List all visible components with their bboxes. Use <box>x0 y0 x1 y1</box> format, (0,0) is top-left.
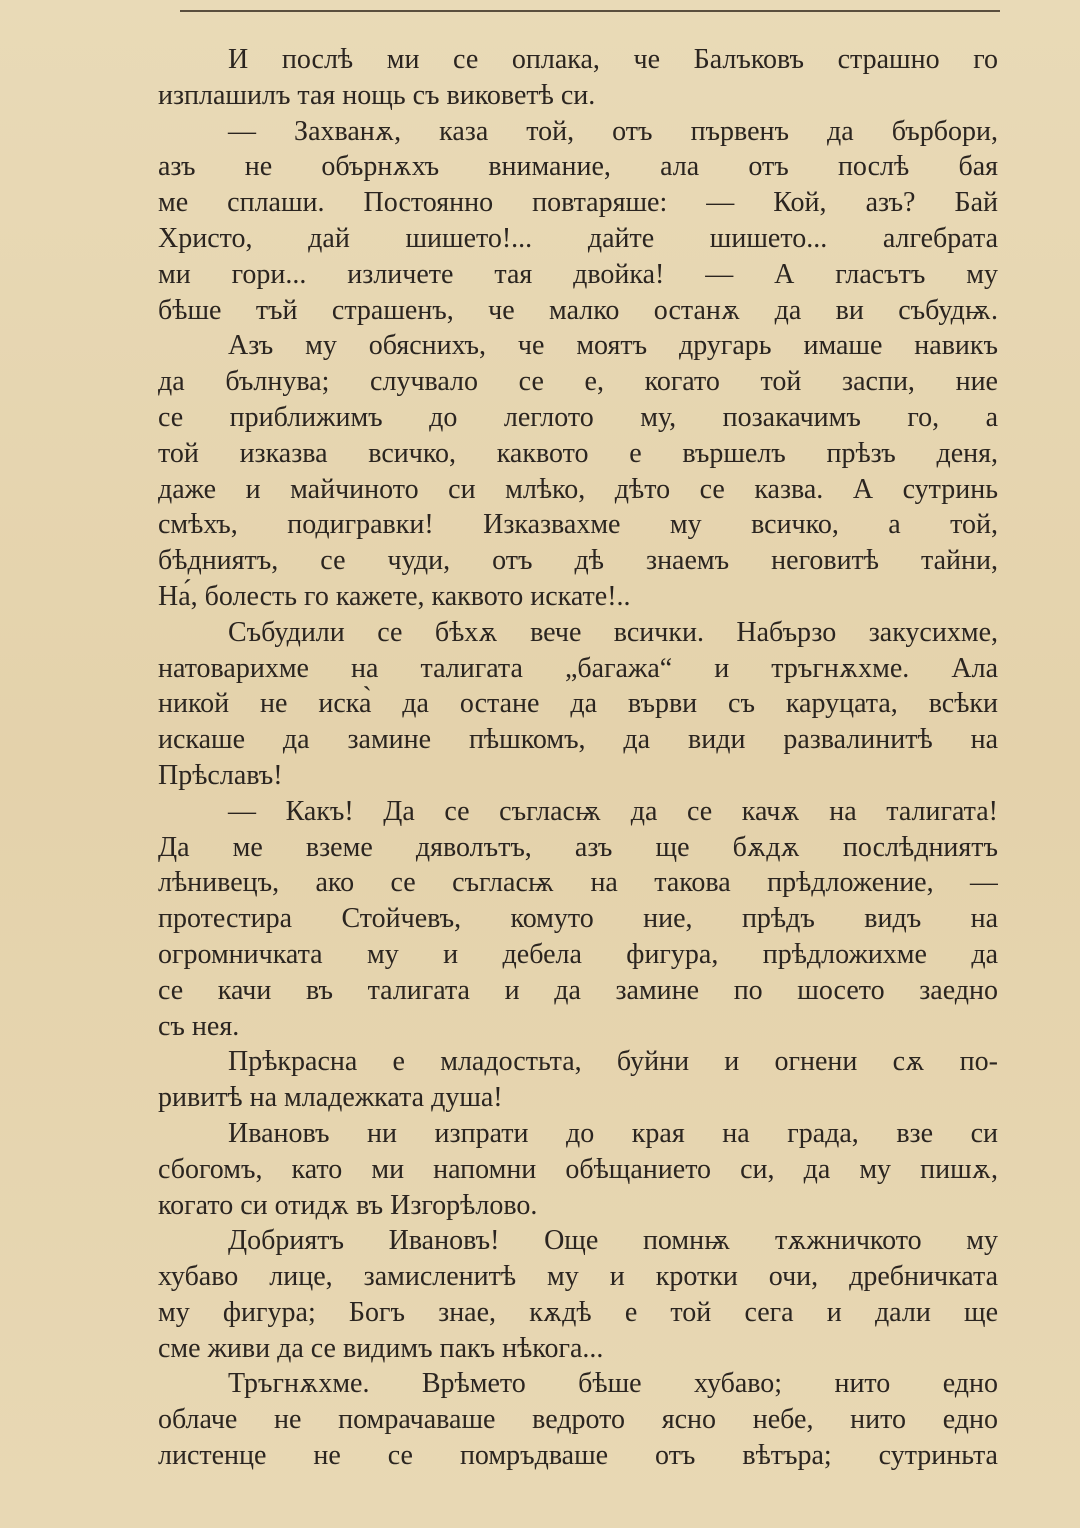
header-rule <box>180 10 1000 12</box>
text-line: Да ме вземе дяволътъ, азъ ще бѫдѫ послѣдниятъ <box>158 831 998 863</box>
text-line: да бълнува; случвало се е, когато той заспи, ние <box>158 366 998 398</box>
text-line: Тръгнѫхме. Врѣмето бѣше хубаво; нито едно <box>228 1368 998 1400</box>
text-line: огромничката му и дебела фигура, прѣдложихме да <box>158 938 998 970</box>
text-line: сме живи да се видимъ пакъ нѣкога... <box>158 1332 604 1364</box>
text-line: той изказва всичко, каквото е вършелъ прѣзъ деня, <box>158 437 998 469</box>
text-line: му фигура; Богъ знае, кѫдѣ е той сега и дали ще <box>158 1296 998 1328</box>
text-line: Прѣславъ! <box>158 759 283 791</box>
text-line: искаше да замине пѣшкомъ, да види развалинитѣ на <box>158 724 998 756</box>
text-line: ривитѣ на младежката душа! <box>158 1082 503 1114</box>
text-line: — Захванѫ, каза той, отъ първенъ да бърбори, <box>228 115 998 147</box>
text-line: ми гори... изличете тая двойка! — А гласътъ му <box>158 258 998 290</box>
text-line: никой не иска̀ да остане да върви съ каруцата, всѣки <box>158 688 998 720</box>
text-line: Събудили се бѣхѫ вече всички. Набързо закусихме, <box>228 616 998 648</box>
text-line: Азъ му обяснихъ, че моятъ другарь имаше навикъ <box>228 330 998 362</box>
text-line: На́, болесть го кажете, каквото искате!.. <box>158 580 631 612</box>
text-line: ме сплаши. Постоянно повтаряше: — Кой, азъ? Бай <box>158 187 998 219</box>
text-line: смѣхъ, подигравки! Изказвахме му всичко, а той, <box>158 509 998 541</box>
text-line: бѣдниятъ, се чуди, отъ дѣ знаемъ неговитѣ тайни, <box>158 545 998 577</box>
text-line: Христо, дай шишето!... дайте шишето... алгебрата <box>158 222 998 254</box>
text-line: облаче не помрачаваше ведрото ясно небе, нито едно <box>158 1404 998 1436</box>
text-line: лѣнивецъ, ако се съгласѭ на такова прѣдложение, — <box>158 867 998 899</box>
text-line: — Какъ! Да се съгласѭ да се качѫ на талигата! <box>228 795 998 827</box>
text-line: Прѣкрасна е младостьта, буйни и огнени сѫ по- <box>228 1046 998 1078</box>
text-line: натоварихме на талигата „багажа“ и тръгнѫхме. Ала <box>158 652 998 684</box>
text-line: бѣше тъй страшенъ, че малко останѫ да ви събудѭ. <box>158 294 998 326</box>
text-line: се приближимъ до леглото му, позакачимъ го, а <box>158 401 998 433</box>
text-line: се качи въ талигата и да замине по шосето заедно <box>158 974 998 1006</box>
text-line: Добриятъ Ивановъ! Още помнѭ тѫжничкото му <box>228 1225 998 1257</box>
text-line: И послѣ ми се оплака, че Балъковъ страшно го <box>228 44 998 75</box>
text-line: Ивановъ ни изпрати до края на града, взе си <box>228 1117 998 1149</box>
text-line: азъ не обърнѫхъ внимание, ала отъ послѣ бая <box>158 151 998 183</box>
text-line: когато си отидѫ въ Изгорѣлово. <box>158 1189 538 1221</box>
text-line: листенце не се помръдваше отъ вѣтъра; сутриньта <box>158 1440 998 1472</box>
text-line: сбогомъ, като ми напомни обѣщанието си, да му пишѫ, <box>158 1153 998 1185</box>
text-line: даже и майчиното си млѣко, дѣто се казва. А сутринь <box>158 473 998 505</box>
text-line: съ нея. <box>158 1010 240 1042</box>
text-line: протестира Стойчевъ, комуто ние, прѣдъ видъ на <box>158 903 998 935</box>
text-line: изплашилъ тая нощь съ виковетѣ си. <box>158 79 596 111</box>
body-text <box>158 42 998 1474</box>
text-line: хубаво лице, замисленитѣ му и кротки очи, дребничката <box>158 1261 998 1293</box>
